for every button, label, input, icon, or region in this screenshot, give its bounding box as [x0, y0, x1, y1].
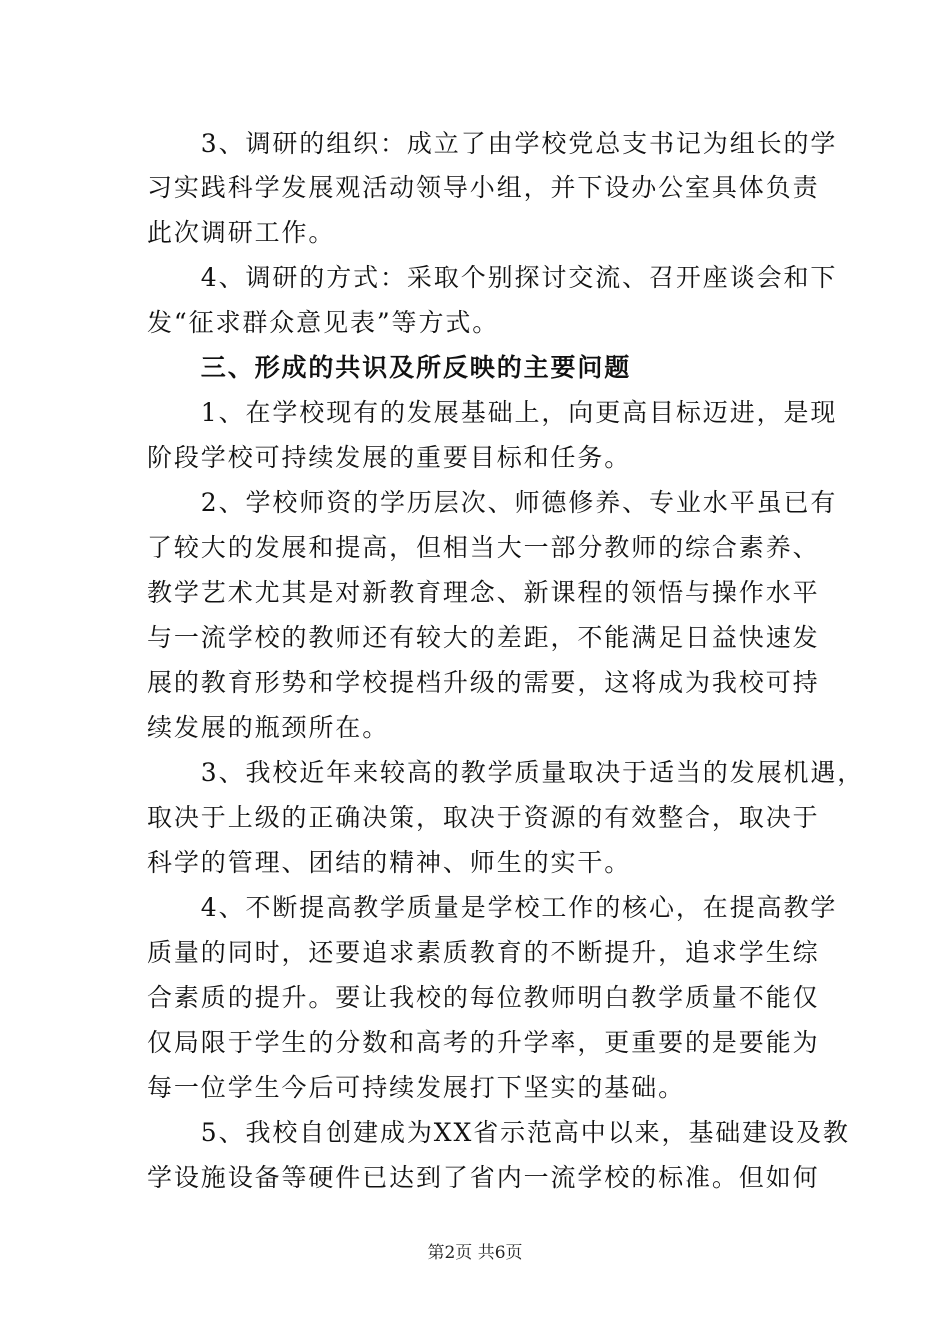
text-line: 5、我校自创建成为XX省示范高中以来，基础建设及教	[147, 1118, 850, 1147]
text-line: 续发展的瓶颈所在。	[147, 713, 390, 742]
text-line: 阶段学校可持续发展的重要目标和任务。	[147, 443, 632, 472]
page-footer: 第2页 共6页	[427, 1243, 523, 1263]
text-line: 与一流学校的教师还有较大的差距，不能满足日益快速发	[147, 623, 820, 652]
text-line: 4、调研的方式：采取个别探讨交流、召开座谈会和下	[147, 263, 838, 292]
text-line: 2、学校师资的学历层次、师德修养、专业水平虽已有	[147, 488, 838, 517]
text-line: 3、调研的组织：成立了由学校党总支书记为组长的学	[147, 129, 838, 158]
section-heading: 三、形成的共识及所反映的主要问题	[147, 353, 632, 382]
text-line: 学设施设备等硬件已达到了省内一流学校的标准。但如何	[147, 1163, 820, 1192]
text-line: 每一位学生今后可持续发展打下坚实的基础。	[147, 1073, 686, 1102]
text-line: 质量的同时，还要追求素质教育的不断提升，追求学生综	[147, 938, 820, 967]
text-line: 仅局限于学生的分数和高考的升学率，更重要的是要能为	[147, 1028, 820, 1057]
text-line: 教学艺术尤其是对新教育理念、新课程的领悟与操作水平	[147, 578, 820, 607]
text-line: 展的教育形势和学校提档升级的需要，这将成为我校可持	[147, 668, 820, 697]
text-line: 取决于上级的正确决策，取决于资源的有效整合，取决于	[147, 803, 820, 832]
text-line: 1、在学校现有的发展基础上，向更高目标迈进，是现	[147, 398, 838, 427]
text-line: 3、我校近年来较高的教学质量取决于适当的发展机遇，	[147, 758, 865, 787]
text-line: 合素质的提升。要让我校的每位教师明白教学质量不能仅	[147, 983, 820, 1012]
text-line: 4、不断提高教学质量是学校工作的核心，在提高教学	[147, 893, 838, 922]
text-line: 习实践科学发展观活动领导小组，并下设办公室具体负责	[147, 173, 820, 202]
text-line: 发“征求群众意见表”等方式。	[147, 308, 500, 337]
text-line: 科学的管理、团结的精神、师生的实干。	[147, 848, 632, 877]
text-line: 了较大的发展和提高，但相当大一部分教师的综合素养、	[147, 533, 820, 562]
text-line: 此次调研工作。	[147, 218, 336, 247]
